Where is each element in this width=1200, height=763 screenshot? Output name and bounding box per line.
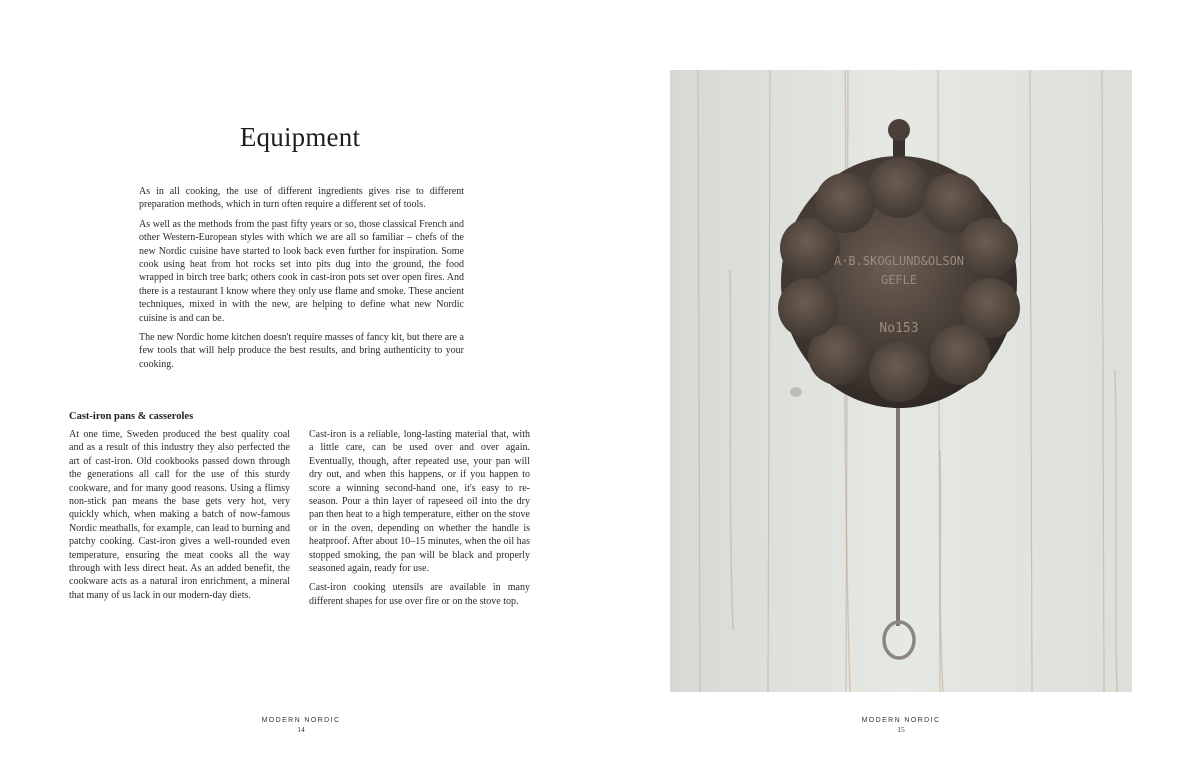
text-column-2	[309, 428, 530, 614]
body-paragraph: At one time, Sweden produced the best quality coal and as a result of this industry they also perfected the art of cast-iron. Old cookbooks passed down through the generations all call for the use of this sturdy cookware, and for many good reasons. Using a flimsy non-stick pan means the base gets very hot, very quickly which, when making a batch of now-famous Nordic meatballs, for example, can lead to burning and patchy cooking. Cast-iron gives a well-rounded even temperature, ensuring the meat cooks all the way through with less direct heat. As an added benefit, the cookware acts as a natural iron enrichment, a mineral that many of us lack in our modern-day diets.	[69, 429, 290, 601]
body-paragraph: Cast-iron cooking utensils are available in many different shapes for use over fire or on the stove top.	[309, 582, 530, 607]
intro-paragraph: As in all cooking, the use of different ingredients gives rise to different preparation methods, which in turn often require a different set of tools.	[139, 186, 464, 211]
waffle-iron-photo	[670, 70, 1132, 692]
waffle-iron-handle	[896, 406, 900, 626]
engraving-maker: A·B.SKOGLUND&OLSON	[833, 254, 965, 268]
running-footer: MODERN NORDIC	[261, 717, 341, 724]
engraving-number: No153	[879, 321, 919, 336]
photo-illustration	[670, 70, 1132, 692]
intro-paragraph: As well as the methods from the past fifty years or so, those classical French and other Western-European styles with which we are all so familiar – chefs of the new Nordic cuisine have started to look back even further for inspiration. Some cook using heat from hot rocks set into pits dug into the ground, the food wrapped in birch tree bark; others cook in cast-iron pots set over open fires. And there is a restaurant I know where they only use flame and smoke. These ancient techniques, mixed in with the new, are helping to define what new Nordic cuisine is and can be.	[139, 218, 464, 324]
page-number: 15	[897, 725, 905, 734]
page-title: Equipment	[239, 122, 361, 152]
section-heading: Cast-iron pans & casseroles	[69, 411, 194, 422]
text-column-1	[69, 428, 290, 608]
running-footer: MODERN NORDIC	[861, 717, 941, 724]
folio-right	[846, 717, 956, 734]
wood-knot	[790, 387, 802, 397]
folio-left	[246, 717, 356, 734]
engraving-town: GEFLE	[880, 273, 918, 287]
intro-text	[139, 185, 464, 377]
page-number: 14	[297, 725, 305, 734]
top-knob	[888, 119, 910, 141]
intro-paragraph: The new Nordic home kitchen doesn't require masses of fancy kit, but there are a few tools that will help produce the best results, and bring authenticity to your cooking.	[139, 332, 464, 370]
body-paragraph: Cast-iron is a reliable, long-lasting material that, with a little care, can be used over and over again. Eventually, though, after repeated use, your pan will dry out, and when this happens, or if you happen to score a winning second-hand one, it's easy to re-season. Pour a thin layer of rapeseed oil into the dry pan then heat to a high temperature, either on the stove or in the oven, depending on whether the handle is heatproof. After about 10–15 minutes, when the oil has stopped smoking, the pan will be black and properly seasoned again, ready for use.	[309, 429, 530, 575]
